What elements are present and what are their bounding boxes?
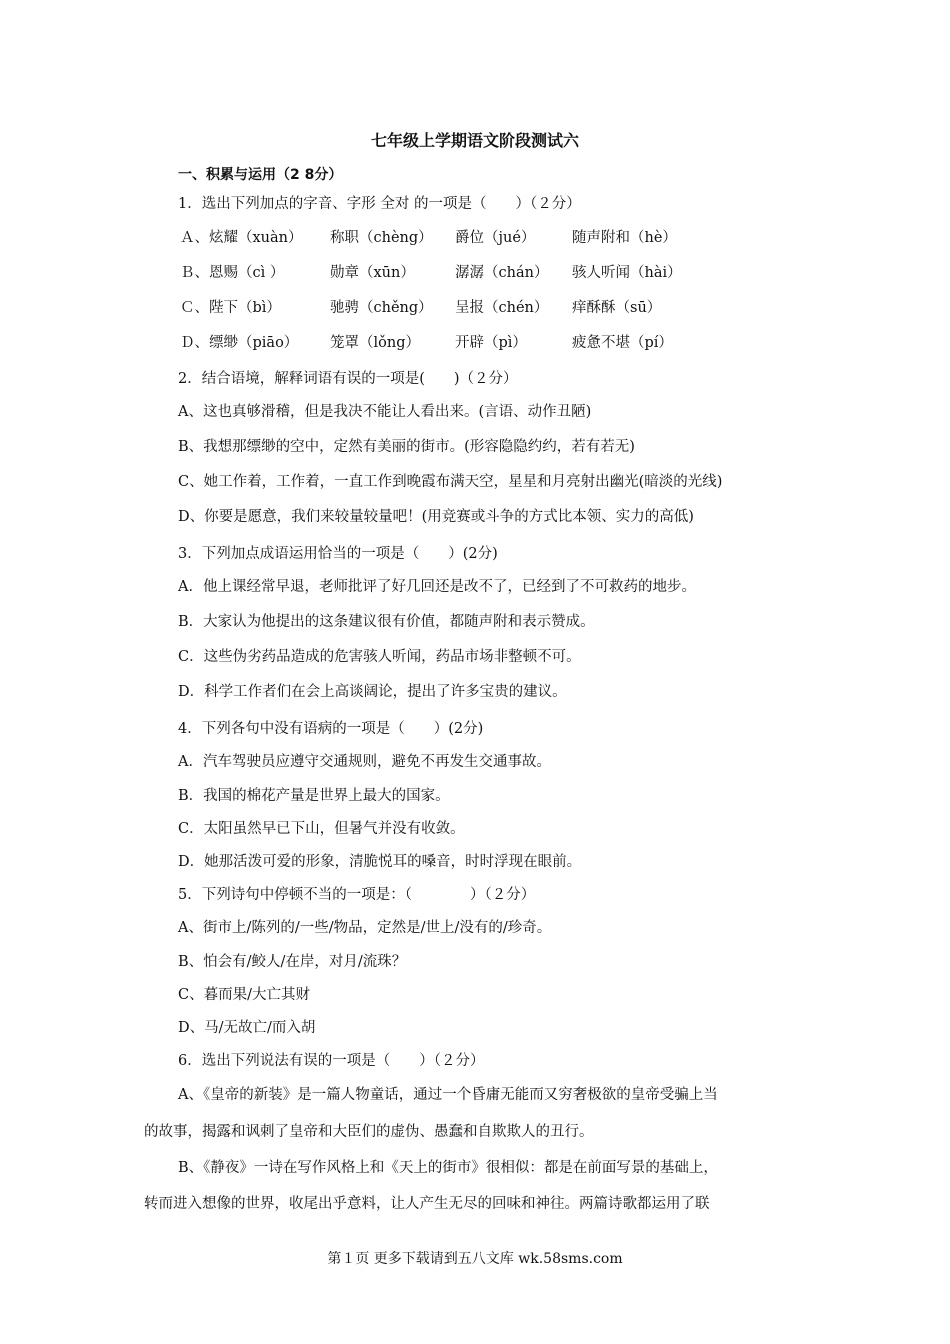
q1-option-a-4: 随声附和（hè） <box>572 230 677 246</box>
q1-option-a-2: 称职（chèng） <box>330 230 433 246</box>
page-title: 七年级上学期语文阶段测试六 <box>370 131 579 150</box>
q5-option-a: A、街市上/陈列的/一些/物品，定然是/世上/没有的/珍奇。 <box>178 920 552 936</box>
q3-option-b: B．大家认为他提出的这条建议很有价值，都随声附和表示赞成。 <box>178 614 595 630</box>
q4-option-b: B．我国的棉花产量是世界上最大的国家。 <box>178 788 450 804</box>
question-2-stem: 2．结合语境，解释词语有误的一项是( )（２分） <box>178 371 518 387</box>
q3-option-a: A．他上课经常早退，老师批评了好几回还是改不了，已经到了不可救药的地步。 <box>178 579 696 595</box>
q1-option-c-1: Ｃ、陛下（bì） <box>180 300 281 316</box>
q5-option-c: C、暮而果/大亡其财 <box>178 987 310 1003</box>
q1-option-c-3: 呈报（chén） <box>455 300 549 316</box>
q3-option-d: D．科学工作者们在会上高谈阔论，提出了许多宝贵的建议。 <box>178 684 567 700</box>
question-1-stem: 1．选出下列加点的字音、字形 全对 的一项是（ ）（２分） <box>178 196 581 212</box>
q1-option-a-3: 爵位（jué） <box>455 230 536 246</box>
q1-option-b-4: 骇人听闻（hài） <box>572 265 682 281</box>
q6-option-b-line2: 转而进入想像的世界，收尾出乎意料，让人产生无尽的回味和神往。两篇诗歌都运用了联 <box>144 1196 710 1212</box>
q4-option-c: C．太阳虽然早已下山，但暑气并没有收敛。 <box>178 821 465 837</box>
q1-option-c-4: 痒酥酥（sū） <box>572 300 662 316</box>
q1-option-d-4: 疲惫不堪（pí） <box>572 335 673 351</box>
q4-option-a: A．汽车驾驶员应遵守交通规则，避免不再发生交通事故。 <box>178 754 551 770</box>
question-4-stem: 4．下列各句中没有语病的一项是（ ）(2分) <box>178 721 484 737</box>
section-heading: 一、积累与运用（2 8分） <box>178 167 343 183</box>
q4-option-d: D．她那活泼可爱的形象，清脆悦耳的嗓音，时时浮现在眼前。 <box>178 854 582 870</box>
page-footer: 第１页 更多下载请到五八文库 wk.58sms.com <box>327 1251 623 1267</box>
q2-option-a: A、这也真够滑稽，但是我决不能让人看出来。(言语、动作丑陋) <box>178 404 592 420</box>
q1-option-d-2: 笼罩（lǒng） <box>330 335 420 351</box>
question-3-stem: 3．下列加点成语运用恰当的一项是（ ）(2分) <box>178 546 498 562</box>
question-5-stem: 5．下列诗句中停顿不当的一项是：（ ）（２分） <box>178 887 536 903</box>
q5-option-d: D、马/无故亡/而入胡 <box>178 1020 316 1036</box>
q2-option-d: D、你要是愿意，我们来较量较量吧！(用竞赛或斗争的方式比本领、实力的高低) <box>178 509 694 525</box>
q1-option-c-2: 驰骋（chěng） <box>330 300 433 316</box>
q2-option-b: B、我想那缥缈的空中，定然有美丽的街市。(形容隐隐约约，若有若无) <box>178 439 635 455</box>
q6-option-b-line1: B、《静夜》一诗在写作风格上和《天上的街市》很相似：都是在前面写景的基础上， <box>178 1160 718 1176</box>
q1-option-b-3: 潺潺（chán） <box>455 265 549 281</box>
q3-option-c: C．这些伪劣药品造成的危害骇人听闻，药品市场非整顿不可。 <box>178 649 581 665</box>
q1-option-b-1: Ｂ、恩赐（cì ） <box>180 265 285 281</box>
q6-option-a-line1: A、《皇帝的新装》是一篇人物童话，通过一个昏庸无能而又穷奢极欲的皇帝受骗上当 <box>178 1087 718 1103</box>
q6-option-a-line2: 的故事，揭露和讽刺了皇帝和大臣们的虚伪、愚蠢和自欺欺人的丑行。 <box>144 1124 594 1140</box>
question-6-stem: 6．选出下列说法有误的一项是（ ）（２分） <box>178 1053 485 1069</box>
q1-option-d-1: Ｄ、缥缈（piāo） <box>180 335 299 351</box>
q1-option-d-3: 开辟（pì） <box>455 335 527 351</box>
q1-option-b-2: 勋章（xūn） <box>330 265 415 281</box>
q2-option-c: C、她工作着，工作着，一直工作到晚霞布满天空，星星和月亮射出幽光(暗淡的光线) <box>178 474 723 490</box>
q5-option-b: B、怕会有/鲛人/在岸，对月/流珠？ <box>178 954 407 970</box>
q1-option-a-1: Ａ、炫耀（xuàn） <box>180 230 303 246</box>
